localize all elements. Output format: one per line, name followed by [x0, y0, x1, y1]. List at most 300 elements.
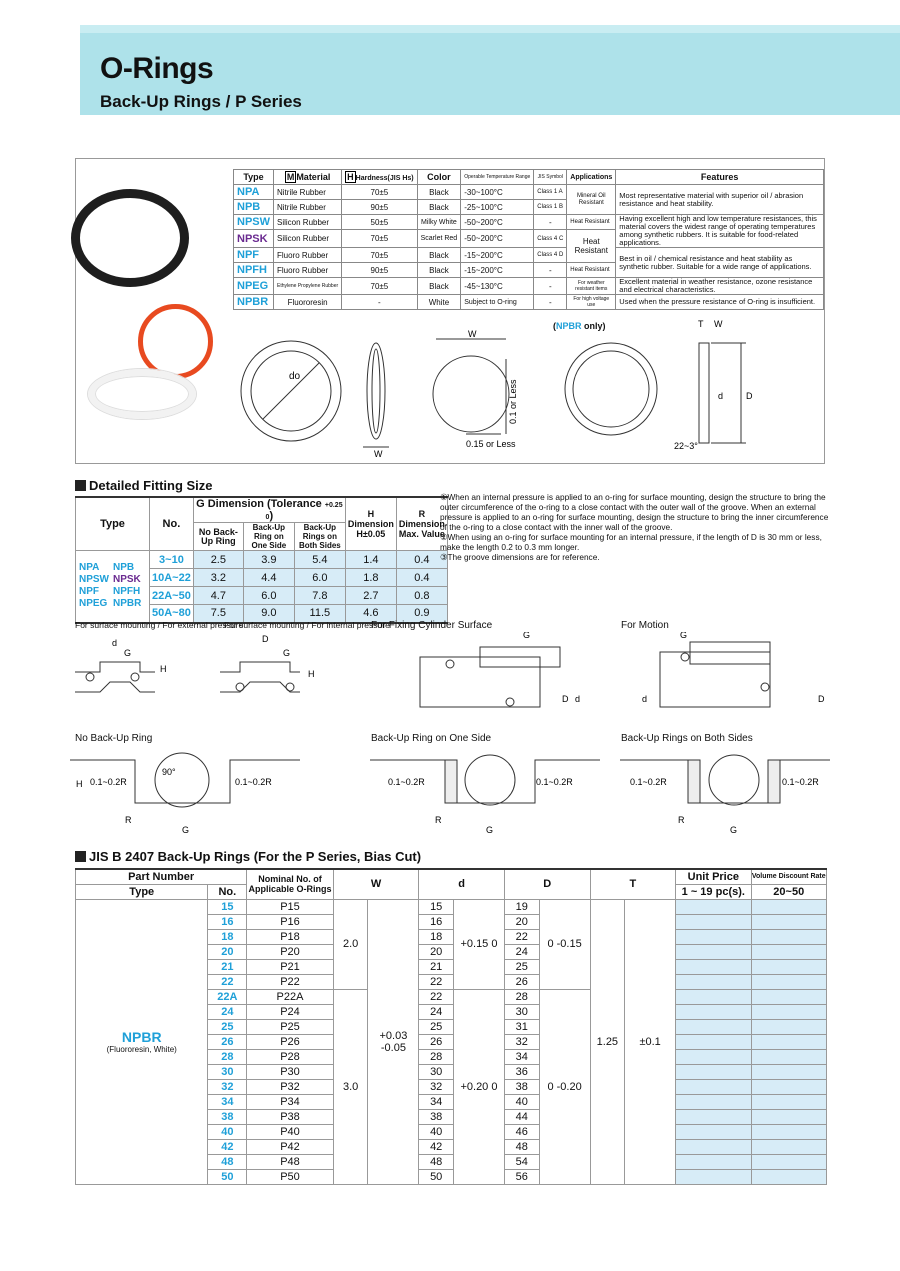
parts-nominal: P22: [247, 974, 334, 989]
cylinder-oring: [446, 660, 454, 668]
fit-th-both: Back-Up Rings on Both Sides: [294, 523, 345, 551]
spec-jis: -: [534, 215, 567, 230]
spec-jis: Class 1 A: [534, 185, 567, 200]
spec-app: Heat Resistant: [567, 263, 616, 278]
parts-price-cell: [676, 914, 751, 929]
parts-nominal: P40: [247, 1124, 334, 1139]
fit-h: 2.7: [345, 587, 396, 605]
spec-jis: -: [534, 263, 567, 278]
npbr-only-open: (: [553, 321, 556, 331]
parts-D: 48: [504, 1139, 539, 1154]
parts-nominal: P32: [247, 1079, 334, 1094]
parts-no: 25: [208, 1019, 247, 1034]
red-oring-photo: [138, 304, 213, 379]
spec-material: Fluororesin: [274, 295, 342, 310]
label-angle: 22~3°: [674, 441, 698, 451]
spec-feature: Best in oil / chemical resistance and heat stability as synthetic rubber. Suitable for a wide range of applications.: [616, 248, 824, 278]
section-square-icon: [75, 480, 86, 491]
fit-r: 0.8: [396, 587, 447, 605]
parts-d: 28: [419, 1049, 454, 1064]
motion-oring: [681, 653, 689, 661]
label-w-npbr: W: [714, 319, 723, 329]
fit-type: NPFH: [113, 586, 141, 598]
fit-type: NPSW: [79, 574, 109, 586]
parts-th-disc-range: 20~50: [751, 884, 827, 899]
th-applications: Applications: [567, 170, 616, 185]
parts-th-t: T: [590, 869, 676, 899]
fit-no: 3~10: [150, 551, 194, 569]
fit-types-cell: [76, 551, 150, 623]
parts-price-cell: [676, 1109, 751, 1124]
parts-price-cell: [676, 944, 751, 959]
parts-d: 40: [419, 1124, 454, 1139]
parts-th-no: No.: [208, 884, 247, 899]
spec-temp: -15~200°C: [461, 248, 534, 263]
parts-D: 56: [504, 1169, 539, 1184]
parts-nominal: P34: [247, 1094, 334, 1109]
parts-w-small: 2.0: [333, 899, 368, 989]
parts-discount-cell: [751, 914, 827, 929]
parts-no: 18: [208, 929, 247, 944]
fit-type-row: [79, 598, 146, 610]
label-t: T: [698, 319, 704, 329]
spec-box: [75, 158, 825, 464]
parts-discount-cell: [751, 959, 827, 974]
spec-type: NPA: [234, 185, 274, 200]
parts-discount-cell: [751, 1019, 827, 1034]
fit-type-row: [79, 574, 146, 586]
spec-app: For weather resistant items: [567, 278, 616, 295]
spec-type: NPBR: [234, 295, 274, 310]
spec-type: NPSK: [234, 230, 274, 248]
parts-discount-cell: [751, 929, 827, 944]
parts-row: [76, 899, 827, 914]
ext-mount-groove: [75, 662, 155, 672]
parts-type-cell: [76, 899, 208, 1184]
parts-D: 30: [504, 1004, 539, 1019]
fit-g0: 7.5: [193, 605, 243, 623]
parts-d: 18: [419, 929, 454, 944]
groove-both-oring: [709, 755, 759, 805]
parts-price-cell: [676, 1049, 751, 1064]
npbr-only-text: only): [581, 321, 606, 331]
spec-material: Nitrile Rubber: [274, 185, 342, 200]
parts-table: [75, 868, 827, 1185]
fitting-notes: [440, 492, 830, 562]
oring-side-view: [367, 343, 385, 439]
parts-th-D: D: [504, 869, 590, 899]
fit-no: 50A~80: [150, 605, 194, 623]
parts-th-discount: Volume Discount Rate: [751, 869, 827, 884]
label-d-npbr: d: [718, 391, 724, 401]
fit-g2: 11.5: [294, 605, 345, 623]
parts-discount-cell: [751, 974, 827, 989]
spec-temp: -50~200°C: [461, 230, 534, 248]
spec-color: Black: [417, 185, 461, 200]
fitting-table: [75, 496, 448, 624]
cyl-label-g: G: [523, 632, 531, 640]
parts-d: 21: [419, 959, 454, 974]
parts-D: 32: [504, 1034, 539, 1049]
spec-type: NPF: [234, 248, 274, 263]
section-square-icon: [75, 851, 86, 862]
parts-price-cell: [676, 1154, 751, 1169]
both-label-r02-right: 0.1~0.2R: [782, 777, 819, 787]
spec-hardness: -: [342, 295, 417, 310]
parts-d: 15: [419, 899, 454, 914]
parts-nominal: P15: [247, 899, 334, 914]
spec-color: Black: [417, 278, 461, 295]
parts-nominal: P18: [247, 929, 334, 944]
parts-d-tol-large: +0.20 0: [454, 989, 505, 1184]
parts-w-large: 3.0: [333, 989, 368, 1184]
spec-hardness: 50±5: [342, 215, 417, 230]
parts-th-nominal: Nominal No. of Applicable O-Rings: [247, 869, 334, 899]
spec-temp: -50~200°C: [461, 215, 534, 230]
spec-jis: Class 1 B: [534, 200, 567, 215]
fit-h: 1.8: [345, 569, 396, 587]
parts-no: 15: [208, 899, 247, 914]
parts-type-note: (Fluororesin, White): [106, 1045, 177, 1054]
fit-type: NPBR: [113, 598, 142, 610]
parts-D: 40: [504, 1094, 539, 1109]
parts-no: 28: [208, 1049, 247, 1064]
parts-discount-cell: [751, 899, 827, 914]
parts-price-cell: [676, 1139, 751, 1154]
fit-g2: 6.0: [294, 569, 345, 587]
spec-app: Mineral Oil Resistant: [567, 185, 616, 215]
npbr-outer-circle: [565, 343, 657, 435]
groove-both-backup-right: [768, 760, 780, 803]
parts-D: 20: [504, 914, 539, 929]
parts-d: 34: [419, 1094, 454, 1109]
int-mount-oring: [236, 683, 244, 691]
nobu-label-r: R: [125, 815, 132, 825]
parts-D: 25: [504, 959, 539, 974]
parts-discount-cell: [751, 1154, 827, 1169]
diagram-label-external: For surface mounting / For external pressure: [75, 620, 244, 630]
parts-price-cell: [676, 1094, 751, 1109]
spec-type: NPFH: [234, 263, 274, 278]
spec-jis: -: [534, 278, 567, 295]
spec-hardness: 70±5: [342, 230, 417, 248]
parts-D: 24: [504, 944, 539, 959]
spec-temp: -25~100°C: [461, 200, 534, 215]
parts-d: 50: [419, 1169, 454, 1184]
parts-D: 19: [504, 899, 539, 914]
parts-price-cell: [676, 989, 751, 1004]
parts-d: 25: [419, 1019, 454, 1034]
parts-no: 26: [208, 1034, 247, 1049]
parts-price-cell: [676, 959, 751, 974]
parts-discount-cell: [751, 1049, 827, 1064]
parts-no: 38: [208, 1109, 247, 1124]
spec-material: Fluoro Rubber: [274, 263, 342, 278]
th-hardness: H Hardness(JIS Hs): [342, 170, 417, 185]
fit-th-h: H Dimension H±0.05: [345, 497, 396, 551]
fit-th-r: R Dimension Max. Value: [396, 497, 447, 551]
parts-price-cell: [676, 1124, 751, 1139]
spec-temp: -30~100°C: [461, 185, 534, 200]
parts-nominal: P22A: [247, 989, 334, 1004]
oring-side-inner: [372, 349, 380, 433]
note-2: ②When using an o-ring for surface mounting for an internal pressure, if the length of D is 30 mm or less, make the length 0.2 to 0.3 mm longer.: [440, 532, 822, 552]
one-label-g: G: [486, 825, 494, 835]
spec-jis: -: [534, 295, 567, 310]
parts-nominal: P30: [247, 1064, 334, 1079]
ext-label-h: H: [160, 664, 167, 674]
fit-th-type: Type: [76, 497, 150, 551]
spec-hardness: 70±5: [342, 278, 417, 295]
fit-g1: 4.4: [243, 569, 294, 587]
ext-label-d: d: [112, 638, 118, 648]
spec-type: NPSW: [234, 215, 274, 230]
parts-D: 28: [504, 989, 539, 1004]
fit-g1: 9.0: [243, 605, 294, 623]
spec-material: Nitrile Rubber: [274, 200, 342, 215]
parts-no: 32: [208, 1079, 247, 1094]
parts-price-cell: [676, 1004, 751, 1019]
fit-th-g-tol: +0.25 0: [265, 502, 343, 521]
spec-hardness: 90±5: [342, 263, 417, 278]
ext-label-g: G: [124, 648, 132, 658]
parts-title-text: JIS B 2407 Back-Up Rings (For the P Series, Bias Cut): [89, 849, 422, 864]
label-D-npbr: D: [746, 391, 753, 401]
th-jis: JIS Symbol: [534, 170, 567, 185]
spec-temp: -45~130°C: [461, 278, 534, 295]
spec-feature: Having excellent high and low temperature resistances, this material covers the widest range of operating temperatures among synthetic rubbers. It is suitable for food-related applications.: [616, 215, 824, 248]
parts-nominal: P16: [247, 914, 334, 929]
spec-type: NPEG: [234, 278, 274, 295]
diagram-label-both: Back-Up Rings on Both Sides: [621, 733, 753, 744]
motion-label-d: d: [642, 694, 648, 704]
th-material: M Material: [274, 170, 342, 185]
motion-label-g: G: [680, 632, 688, 640]
fit-type-row: [79, 586, 146, 598]
spec-material: Silicon Rubber: [274, 230, 342, 248]
label-w-side: W: [374, 449, 383, 459]
cyl-label-D: D: [562, 694, 569, 704]
parts-d: 16: [419, 914, 454, 929]
parts-D: 22: [504, 929, 539, 944]
parts-d: 22: [419, 974, 454, 989]
fitting-title-text: Detailed Fitting Size: [89, 478, 213, 493]
backup-ring-plain: [433, 356, 509, 432]
th-color: Color: [417, 170, 461, 185]
parts-discount-cell: [751, 1124, 827, 1139]
parts-D-tol-large: 0 -0.20: [539, 989, 590, 1184]
spec-color: Black: [417, 248, 461, 263]
fit-g1: 3.9: [243, 551, 294, 569]
nobu-label-r02-right: 0.1~0.2R: [235, 777, 272, 787]
parts-no: 30: [208, 1064, 247, 1079]
parts-nominal: P48: [247, 1154, 334, 1169]
parts-no: 20: [208, 944, 247, 959]
cyl-label-d: d: [575, 694, 581, 704]
fit-th-nobu: No Back-Up Ring: [193, 523, 243, 551]
fit-g0: 2.5: [193, 551, 243, 569]
parts-discount-cell: [751, 944, 827, 959]
parts-discount-cell: [751, 1094, 827, 1109]
spec-app: For high voltage use: [567, 295, 616, 310]
fit-th-no: No.: [150, 497, 194, 551]
fit-g1: 6.0: [243, 587, 294, 605]
spec-color: Black: [417, 263, 461, 278]
parts-D: 31: [504, 1019, 539, 1034]
fit-type: NPF: [79, 586, 99, 598]
page-title: O-Rings: [100, 52, 214, 85]
npbr-side-view: [699, 343, 709, 443]
spec-material: Fluoro Rubber: [274, 248, 342, 263]
fit-type: NPSK: [113, 574, 141, 586]
parts-price-cell: [676, 899, 751, 914]
fit-type: NPA: [79, 562, 100, 574]
parts-d: 42: [419, 1139, 454, 1154]
parts-D: 36: [504, 1064, 539, 1079]
fit-type: NPB: [113, 562, 135, 574]
parts-d: 24: [419, 1004, 454, 1019]
fit-g0: 4.7: [193, 587, 243, 605]
parts-th-price: Unit Price: [676, 869, 751, 884]
spec-type: NPB: [234, 200, 274, 215]
parts-D: 34: [504, 1049, 539, 1064]
parts-discount-cell: [751, 1079, 827, 1094]
parts-D: 46: [504, 1124, 539, 1139]
note-1: ①When an internal pressure is applied to an o-ring for surface mounting, design the structure to bring the outer circumference of the o-ring to a close contact with the outer wall of the groove. When an external pressure is applied to an o-ring for surface mounting, design the structure to bring the inner circumference of the o-ring to a close contact with the inner wall of the groove.: [440, 492, 829, 532]
parts-discount-cell: [751, 1004, 827, 1019]
parts-d: 20: [419, 944, 454, 959]
spec-feature: Most representative material with superior oil / abrasion resistance and heat stability.: [616, 185, 824, 215]
label-do: do: [289, 371, 301, 382]
parts-d: 38: [419, 1109, 454, 1124]
motion-label-D: D: [818, 694, 825, 704]
parts-nominal: P28: [247, 1049, 334, 1064]
parts-nominal: P25: [247, 1019, 334, 1034]
nobu-label-r02-left: 0.1~0.2R: [90, 777, 127, 787]
fit-r: 0.9: [396, 605, 447, 623]
spec-color: Scarlet Red: [417, 230, 461, 248]
both-label-g: G: [730, 825, 738, 835]
spec-table: [233, 169, 824, 310]
label-01-less: 0.1 or Less: [508, 379, 518, 424]
spec-material: Ethylene Propylene Rubber: [274, 278, 342, 295]
spec-temp: -15~200°C: [461, 263, 534, 278]
th-temp: Operable Temperature Range: [461, 170, 534, 185]
parts-nominal: P21: [247, 959, 334, 974]
groove-both-backup-left: [688, 760, 700, 803]
parts-nominal: P20: [247, 944, 334, 959]
parts-th-d: d: [419, 869, 505, 899]
fit-no: 22A~50: [150, 587, 194, 605]
parts-discount-cell: [751, 1109, 827, 1124]
fit-type-row: [79, 562, 146, 574]
parts-price-cell: [676, 929, 751, 944]
th-material-label: Material: [296, 172, 331, 182]
parts-price-cell: [676, 1169, 751, 1184]
diagram-label-cylinder: For Fixing Cylinder Surface: [371, 620, 493, 631]
parts-nominal: P26: [247, 1034, 334, 1049]
fitting-title: [75, 478, 213, 493]
groove-one-oring: [465, 755, 515, 805]
spec-color: Black: [417, 200, 461, 215]
parts-discount-cell: [751, 1064, 827, 1079]
parts-no: 48: [208, 1154, 247, 1169]
motion-body: [660, 652, 770, 707]
header-top-bar: [80, 25, 900, 33]
spec-color: Milky White: [417, 215, 461, 230]
spec-feature: Used when the pressure resistance of O-ring is insufficient.: [616, 295, 824, 310]
spec-jis: Class 4 D: [534, 248, 567, 263]
parts-d: 32: [419, 1079, 454, 1094]
int-mount-groove: [220, 662, 300, 672]
parts-d: 30: [419, 1064, 454, 1079]
fit-th-one: Back-Up Ring on One Side: [243, 523, 294, 551]
fit-th-g-label: G Dimension (Tolerance: [196, 498, 322, 510]
spec-hardness: 70±5: [342, 185, 417, 200]
note-3: ③The groove dimensions are for reference.: [440, 552, 600, 562]
parts-d: 26: [419, 1034, 454, 1049]
spec-app: Heat Resistant: [567, 230, 616, 263]
parts-no: 40: [208, 1124, 247, 1139]
parts-w-tol: +0.03 -0.05: [368, 899, 419, 1184]
parts-no: 24: [208, 1004, 247, 1019]
parts-d-tol-small: +0.15 0: [454, 899, 505, 989]
parts-discount-cell: [751, 1034, 827, 1049]
parts-title: [75, 849, 421, 864]
fit-type: NPEG: [79, 598, 108, 610]
fit-r: 0.4: [396, 551, 447, 569]
parts-D: 38: [504, 1079, 539, 1094]
fit-g0: 3.2: [193, 569, 243, 587]
spec-color: White: [417, 295, 461, 310]
parts-price-cell: [676, 1064, 751, 1079]
parts-no: 42: [208, 1139, 247, 1154]
parts-type: NPBR: [121, 1029, 162, 1045]
label-015-less: 0.15 or Less: [466, 439, 516, 449]
parts-no: 21: [208, 959, 247, 974]
parts-no: 22: [208, 974, 247, 989]
parts-price-cell: [676, 1034, 751, 1049]
ext-mount-oring: [86, 673, 94, 681]
parts-th-type: Type: [76, 884, 208, 899]
int-label-h: H: [308, 669, 315, 679]
npbr-drawing: [556, 309, 766, 459]
parts-D: 44: [504, 1109, 539, 1124]
parts-nominal: P50: [247, 1169, 334, 1184]
parts-no: 34: [208, 1094, 247, 1109]
both-label-r02-left: 0.1~0.2R: [630, 777, 667, 787]
fit-th-g: G Dimension (Tolerance +0.25 0): [193, 497, 345, 523]
spec-material: Silicon Rubber: [274, 215, 342, 230]
th-features: Features: [616, 170, 824, 185]
parts-d: 22: [419, 989, 454, 1004]
npbr-only-type: NPBR: [556, 321, 582, 331]
page-subtitle: Back-Up Rings / P Series: [100, 92, 302, 111]
parts-t: 1.25: [590, 899, 625, 1184]
fit-g2: 7.8: [294, 587, 345, 605]
parts-th-price-range: 1 ~ 19 pc(s).: [676, 884, 751, 899]
black-oring-photo: [71, 189, 189, 287]
groove-diagrams: [70, 745, 830, 845]
fit-h: 4.6: [345, 605, 396, 623]
fit-g2: 5.4: [294, 551, 345, 569]
one-label-r: R: [435, 815, 442, 825]
parts-D-tol-small: 0 -0.15: [539, 899, 590, 989]
spec-feature: Excellent material in weather resistance, ozone resistance and electrical characteristics.: [616, 278, 824, 295]
spec-jis: Class 4 C: [534, 230, 567, 248]
parts-no: 22A: [208, 989, 247, 1004]
diagram-label-nobu: No Back-Up Ring: [75, 733, 153, 744]
